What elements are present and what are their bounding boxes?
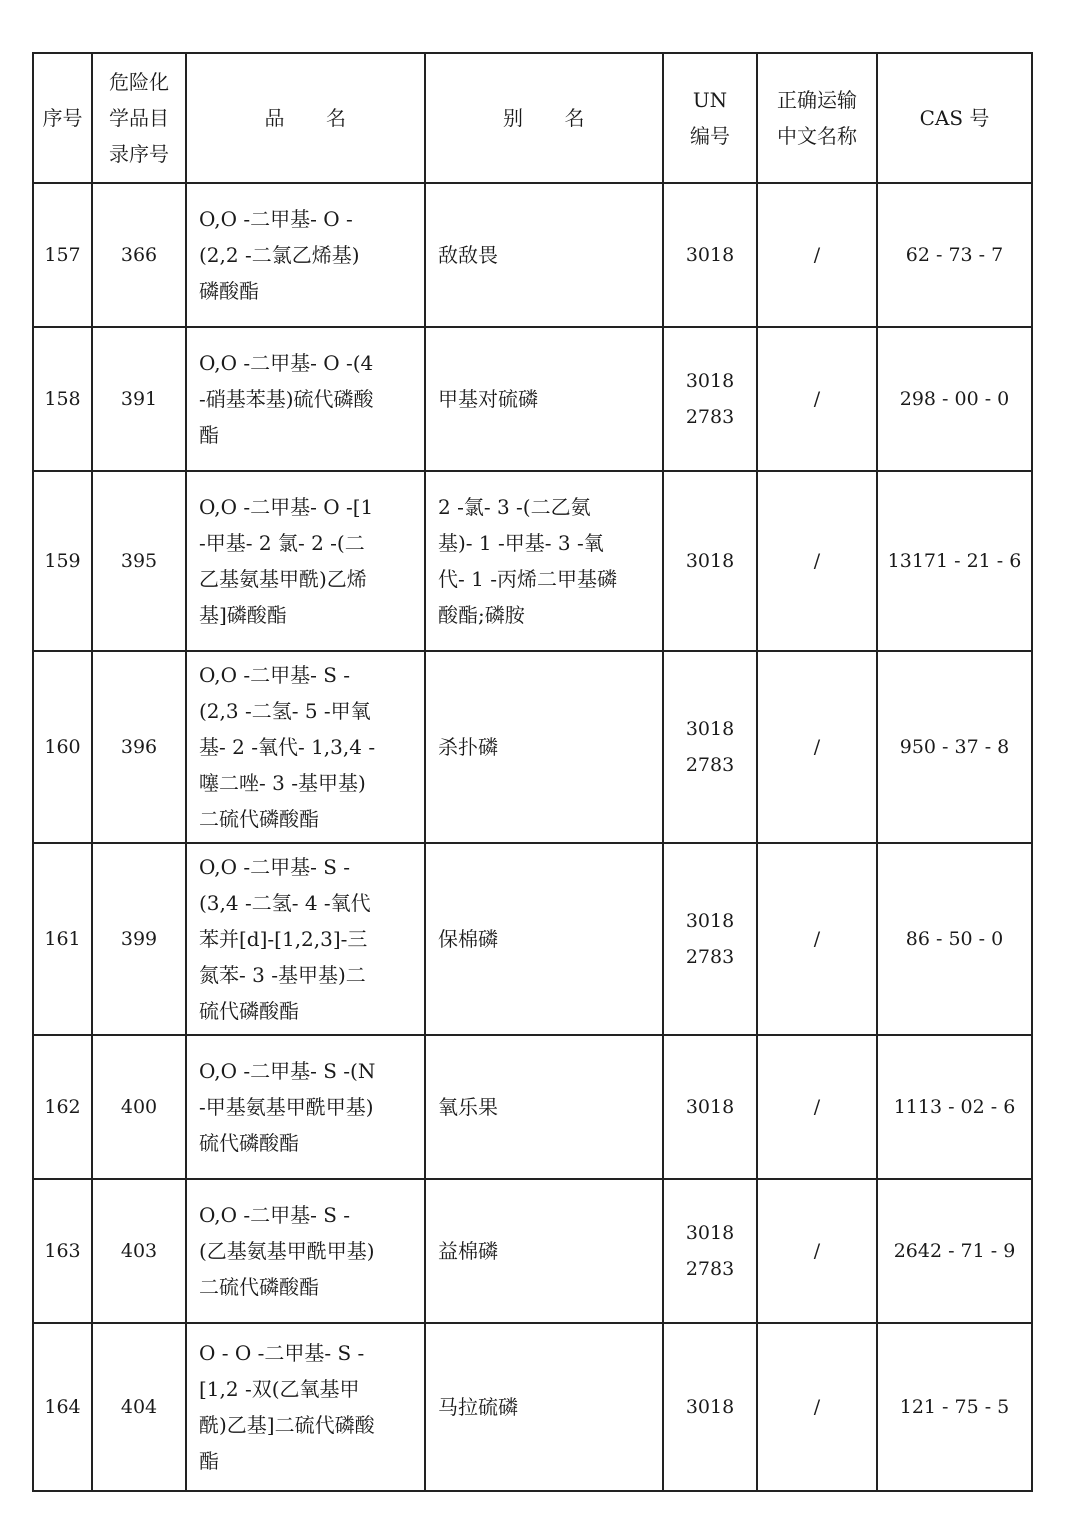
table-row <box>33 471 1032 651</box>
row-transport-name: / <box>757 1179 877 1323</box>
row-catalog-number: 396 <box>92 651 186 843</box>
row-product-name: O,O -二甲基- S -(N -甲基氨基甲酰甲基) 硫代磷酸酯 <box>186 1035 425 1179</box>
table-row <box>33 1323 1032 1491</box>
row-transport-name: / <box>757 327 877 471</box>
table-row <box>33 1035 1032 1179</box>
row-seq: 162 <box>33 1035 92 1179</box>
row-product-name: O,O -二甲基- S - (3,4 -二氢- 4 -氧代 苯并[d]-[1,2,3]-三 氮苯- 3 -基甲基)二 硫代磷酸酯 <box>186 843 425 1035</box>
row-catalog-number: 395 <box>92 471 186 651</box>
row-seq: 160 <box>33 651 92 843</box>
header-cas-number: CAS 号 <box>877 53 1032 183</box>
row-catalog-number: 403 <box>92 1179 186 1323</box>
row-seq: 157 <box>33 183 92 327</box>
row-un-number: 3018 <box>663 1323 757 1491</box>
header-seq: 序号 <box>33 53 92 183</box>
row-un-number: 3018 <box>663 183 757 327</box>
row-un-number: 3018 2783 <box>663 843 757 1035</box>
row-cas-number: 298 - 00 - 0 <box>877 327 1032 471</box>
row-transport-name: / <box>757 651 877 843</box>
row-cas-number: 1113 - 02 - 6 <box>877 1035 1032 1179</box>
row-un-number: 3018 <box>663 1035 757 1179</box>
row-cas-number: 950 - 37 - 8 <box>877 651 1032 843</box>
row-catalog-number: 391 <box>92 327 186 471</box>
row-cas-number: 121 - 75 - 5 <box>877 1323 1032 1491</box>
row-transport-name: / <box>757 1323 877 1491</box>
row-alias: 保棉磷 <box>425 843 663 1035</box>
row-product-name: O - O -二甲基- S - [1,2 -双(乙氧基甲 酰)乙基]二硫代磷酸 酯 <box>186 1323 425 1491</box>
row-product-name: O,O -二甲基- O -(4 -硝基苯基)硫代磷酸 酯 <box>186 327 425 471</box>
row-seq: 159 <box>33 471 92 651</box>
row-transport-name: / <box>757 183 877 327</box>
row-alias: 杀扑磷 <box>425 651 663 843</box>
row-alias: 敌敌畏 <box>425 183 663 327</box>
row-alias: 2 -氯- 3 -(二乙氨 基)- 1 -甲基- 3 -氧 代- 1 -丙烯二甲基磷 酸酯;磷胺 <box>425 471 663 651</box>
table-row <box>33 327 1032 471</box>
row-seq: 158 <box>33 327 92 471</box>
row-alias: 马拉硫磷 <box>425 1323 663 1491</box>
row-cas-number: 86 - 50 - 0 <box>877 843 1032 1035</box>
row-un-number: 3018 2783 <box>663 651 757 843</box>
row-product-name: O,O -二甲基- O -[1 -甲基- 2 氯- 2 -(二 乙基氨基甲酰)乙烯 基]磷酸酯 <box>186 471 425 651</box>
row-un-number: 3018 2783 <box>663 327 757 471</box>
row-un-number: 3018 2783 <box>663 1179 757 1323</box>
row-alias: 甲基对硫磷 <box>425 327 663 471</box>
row-catalog-number: 404 <box>92 1323 186 1491</box>
row-product-name: O,O -二甲基- S - (乙基氨基甲酰甲基) 二硫代磷酸酯 <box>186 1179 425 1323</box>
table-row <box>33 651 1032 843</box>
row-catalog-number: 400 <box>92 1035 186 1179</box>
table-row <box>33 1179 1032 1323</box>
row-cas-number: 62 - 73 - 7 <box>877 183 1032 327</box>
table-row <box>33 183 1032 327</box>
row-seq: 161 <box>33 843 92 1035</box>
row-un-number: 3018 <box>663 471 757 651</box>
hazardous-chemicals-table <box>32 52 1033 1492</box>
row-alias: 氧乐果 <box>425 1035 663 1179</box>
row-transport-name: / <box>757 843 877 1035</box>
header-product-name: 品 名 <box>186 53 425 183</box>
header-transport-name: 正确运输 中文名称 <box>757 53 877 183</box>
row-seq: 164 <box>33 1323 92 1491</box>
table-body <box>33 183 1032 1491</box>
row-catalog-number: 366 <box>92 183 186 327</box>
row-cas-number: 2642 - 71 - 9 <box>877 1179 1032 1323</box>
row-alias: 益棉磷 <box>425 1179 663 1323</box>
header-un-number: UN 编号 <box>663 53 757 183</box>
row-cas-number: 13171 - 21 - 6 <box>877 471 1032 651</box>
header-row <box>33 53 1032 183</box>
header-catalog-number: 危险化 学品目 录序号 <box>92 53 186 183</box>
row-product-name: O,O -二甲基- O - (2,2 -二氯乙烯基) 磷酸酯 <box>186 183 425 327</box>
row-seq: 163 <box>33 1179 92 1323</box>
table-row <box>33 843 1032 1035</box>
row-transport-name: / <box>757 1035 877 1179</box>
row-product-name: O,O -二甲基- S - (2,3 -二氢- 5 -甲氧 基- 2 -氧代- 1,3,4 - 噻二唑- 3 -基甲基) 二硫代磷酸酯 <box>186 651 425 843</box>
row-catalog-number: 399 <box>92 843 186 1035</box>
header-alias: 别 名 <box>425 53 663 183</box>
row-transport-name: / <box>757 471 877 651</box>
